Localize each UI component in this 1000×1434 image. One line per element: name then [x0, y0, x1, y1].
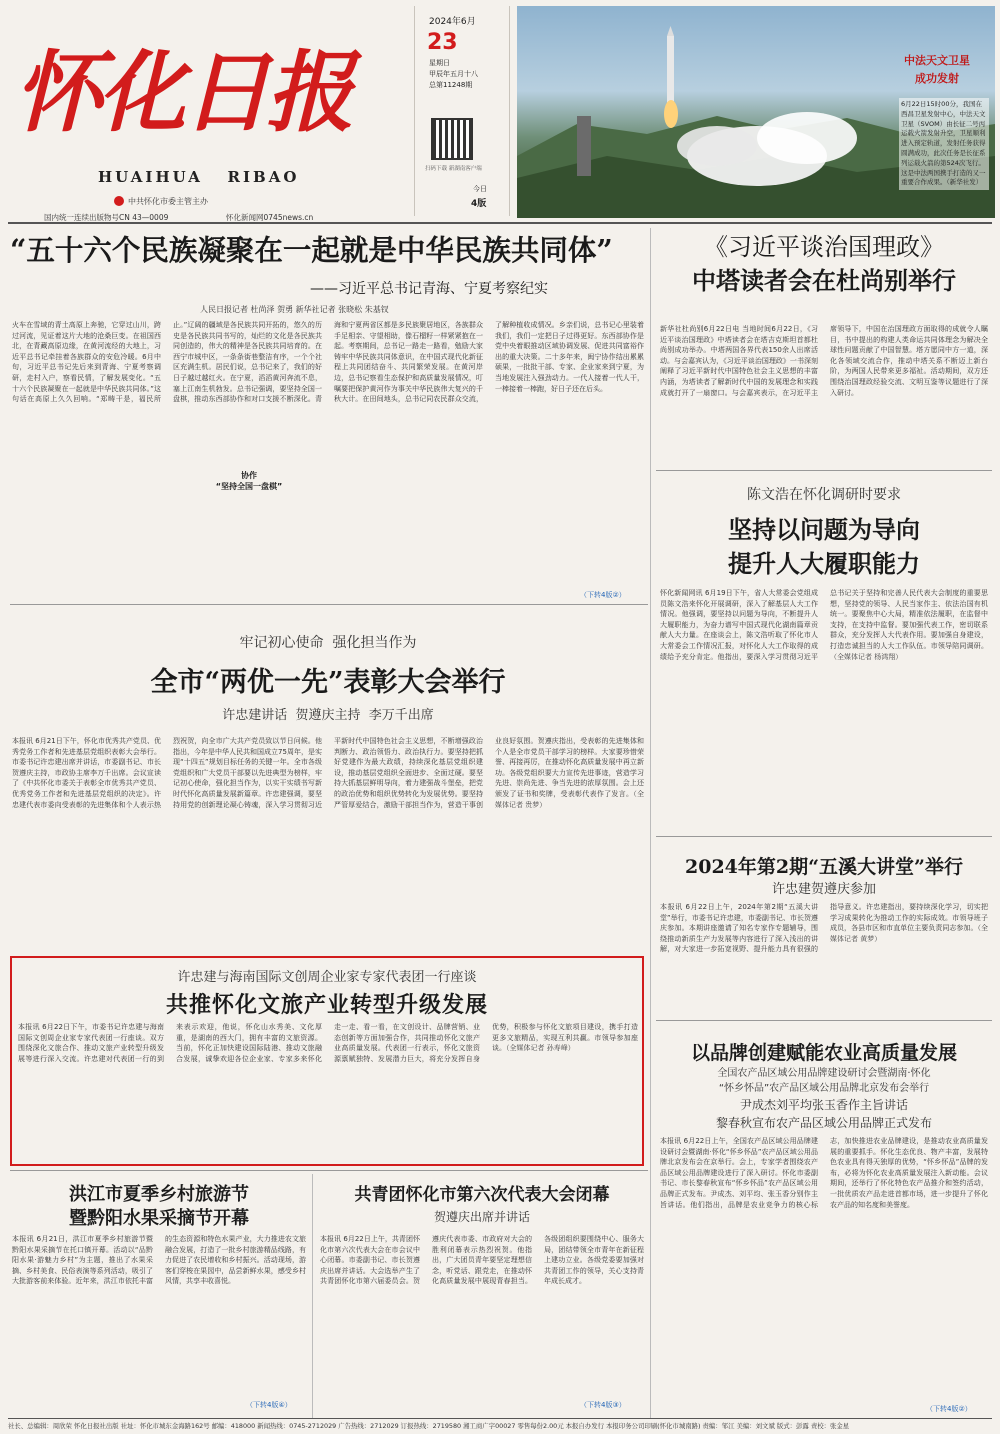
liangyou-kicker: 牢记初心使命 强化担当作为	[239, 635, 417, 651]
wuxi-title: 2024年第2期“五溪大讲堂”举行	[685, 856, 963, 878]
website: 怀化新闻网0745news.cn	[226, 213, 314, 222]
section-heading: 协作	[241, 471, 257, 480]
weekday: 星期日	[429, 59, 450, 67]
brand-continue-link[interactable]: （下转4版②）	[926, 1405, 972, 1413]
liangyou-article[interactable]	[10, 612, 646, 948]
hongjiang-body-text: 本报讯 6月21日，洪江市夏季乡村旅游节暨黔阳水果采摘节在托口镇开幕。活动以“品黔阳水果·游魅力乡村”为主题，推出了水果采摘、乡村美食、民俗表演等系列活动，吸引了大批游客前来体验。近年来，洪江市依托丰富的生态资源和特色水果产业，大力推进农文旅融合发展，打造了一批乡村旅游精品线路，有力促进了农民增收和乡村振兴。活动现场，游客们穿梭在果园中，品尝新鲜水果，感受乡村风情，共享丰收喜悦。	[12, 1235, 306, 1286]
chen-wenhao-article[interactable]	[656, 476, 992, 836]
date-box	[414, 6, 510, 216]
youth-body	[320, 1234, 644, 1400]
lead-title: “五十六个民族凝聚在一起就是中华民族共同体”	[10, 233, 613, 267]
brand-body	[660, 1136, 988, 1400]
culture-credit: （全媒体记者 孙寿峰）	[506, 1044, 575, 1053]
youth-continue-link[interactable]: （下转4版③）	[580, 1401, 626, 1409]
brand-sub1: 全国农产品区域公用品牌建设研讨会暨湖南·怀化	[717, 1068, 931, 1079]
serial-number: 国内统一连续出版物号CN 43—0009	[44, 213, 169, 222]
lead-byline: 人民日报记者 杜尚泽 贺勇 新华社记者 张晓松 朱基钗	[200, 305, 389, 314]
wuxi-body-text: 本报讯 6月22日上午，2024年第2期“五溪大讲堂”举行，市委书记许忠建，市委副书记、市长贺遵庆参加。本期讲座邀请了知名专家作专题辅导，围绕推动新质生产力发展等内容进行了深入浅出的讲解，对大家进一步拓宽视野、提升能力具有很强的指导意义。许忠建指出，要持续深化学习，切实把学习成果转化为推动工作的实际成效。市领导班子成员，各县市区和市直单位主要负责同志参加。	[660, 903, 988, 954]
liangyou-body-text: 本报讯 6月21日下午，怀化市优秀共产党员、优秀党务工作者和先进基层党组织表彰大会举行。市委书记许忠建出席并讲话，市委副书记、市长贺遵庆主持，市政协主席李万千出席。会议宣读了《中共怀化市委关于表彰全市优秀共产党员、优秀党务工作者和先进基层党组织的决定》。许忠建代表市委向受表彰的先进集体和个人表示热烈祝贺，向全市广大共产党员致以节日问候。他指出，今年是中华人民共和国成立75周年，是实现“十四五”规划目标任务的关键一年。全市各级党组织和广大党员干部要以先进典型为榜样，牢记初心使命，强化担当作为，以实干实绩书写新时代怀化高质量发展新篇章。许忠建强调，要坚持用党的创新理论凝心铸魂，深入学习贯彻习近平新时代中国特色社会主义思想，不断增强政治判断力、政治领悟力、政治执行力。要坚持把抓好党建作为最大政绩，持续深化基层党组织建设，推动基层党组织全面进步、全面过硬。要坚持大抓基层鲜明导向，着力建强战斗堡垒，把党的政治优势和组织优势转化为发展优势。要坚持严管厚爱结合，激励干部担当作为，营造干事创业良好氛围。贺遵庆指出，受表彰的先进集体和个人是全市党员干部学习的榜样。大家要珍惜荣誉、再接再厉，在推动怀化高质量发展中再立新功。各级党组织要大力宣传先进事迹，营造学习先进、崇尚先进、争当先进的浓厚氛围。会上还颁发了证书和奖牌，受表彰代表作了发言。	[12, 737, 644, 809]
chen-body	[660, 588, 988, 824]
xi-book-title-2: 中塔读者会在杜尚别举行	[692, 266, 956, 295]
xi-book-body-text: 新华社杜尚别6月22日电 当地时间6月22日，《习近平谈治国理政》中塔读者会在塔吉克斯坦首都杜尚别成功举办。中塔两国各界代表150余人出席活动。与会嘉宾认为，《习近平谈治国理政》一书深刻阐释了习近平新时代中国特色社会主义思想的丰富内涵，为塔读者了解新时代中国的发展理念和实践成就打开了一扇窗口。与会嘉宾表示，在习近平主席领导下，中国在治国理政方面取得的成就令人瞩目，书中提出的构建人类命运共同体理念为解决全球性问题贡献了中国智慧。塔方愿同中方一道，深化各领域交流合作，推动中塔关系不断迈上新台阶，为两国人民带来更多福祉。活动期间，双方还围绕治国理政经验交流、文明互鉴等议题进行了深入研讨。	[660, 325, 988, 397]
chen-credit: （全媒体记者 杨鸿翔）	[830, 652, 903, 661]
culture-kicker: 许忠建与海南国际文创周企业家专家代表团一行座谈	[177, 970, 477, 985]
culture-tourism-article[interactable]	[10, 956, 644, 1166]
youth-body-text: 本报讯 6月22日上午，共青团怀化市第六次代表大会在市会议中心闭幕。市委副书记、市长贺遵庆出席并讲话。大会选举产生了共青团怀化市第六届委员会。贺遵庆代表市委、市政府对大会的胜利闭幕表示热烈祝贺。他指出，广大团员青年要坚定理想信念，听党话、跟党走，在推动怀化高质量发展中展现青春担当。各级团组织要围绕中心、服务大局，团结带领全市青年在新征程上建功立业。各级党委要加强对共青团工作的领导，关心支持青年成长成才。	[320, 1235, 644, 1286]
photo-title-line1: 中法天文卫星	[904, 54, 970, 67]
date-year-month: 2024年6月	[429, 17, 476, 27]
culture-title: 共推怀化文旅产业转型升级发展	[165, 992, 488, 1018]
footer-imprint: 社长、总编辑：周欣荣 怀化日报社出版 社址：怀化市城东金海路162号 邮编：418000 新闻热线：0745-2712029 广告热线：2712029 订报热线：2719580 湘工商广字00027 零售每份2.00元 本报自办发行 本报印务公司印刷(怀化市城南路) 责编：邹江 美编：刘文斌 版式：彭露 责校：张金星	[8, 1422, 850, 1430]
lead-subtitle: ——习近平总书记青海、宁夏考察纪实	[310, 281, 548, 297]
lead-article[interactable]	[10, 228, 646, 600]
lead-section-heading	[176, 470, 322, 492]
rocket-launch-photo	[517, 6, 995, 218]
brand-article[interactable]	[656, 1026, 992, 1418]
lead-continue-link[interactable]: （下转4版②）	[580, 591, 626, 599]
chen-title-1: 坚持以问题为导向	[728, 515, 920, 544]
pages-label: 今日	[473, 185, 487, 193]
brand-sub3: 尹成杰刘平均张玉香作主旨讲话	[739, 1098, 908, 1112]
liangyou-title: 全市“两优一先”表彰大会举行	[150, 667, 506, 698]
xi-book-title-1: 《习近平谈治国理政》	[704, 233, 944, 261]
hongjiang-title-2: 暨黔阳水果采摘节开幕	[69, 1208, 249, 1229]
brand-body-text: 本报讯 6月22日上午，全国农产品区域公用品牌建设研讨会暨湖南·怀化“怀乡怀品”农产品区域公用品牌北京发布会在京举行。会上，专家学者围绕农产品区域公用品牌建设进行了深入研讨。怀化市委副书记、市长黎春秋宣布“怀乡怀品”农产品区域公用品牌正式发布。尹成杰、刘平均、张玉香分别作主旨讲话。他们指出，品牌是农业竞争力的核心标志，加快推进农业品牌建设，是推动农业高质量发展的重要抓手。怀化生态优良、物产丰富，发展特色农业具有得天独厚的优势，“怀乡怀品”品牌的发布，必将为怀化农业高质量发展注入新动能。会议期间，还举行了怀化特色农产品推介和签约活动，一批优质农产品走进首都市场，进一步提升了怀化农产品的知名度和美誉度。	[660, 1137, 988, 1209]
wuxi-article[interactable]	[656, 840, 992, 1020]
chen-kicker: 陈文浩在怀化调研时要求	[747, 487, 901, 503]
photo-caption-text: 6月22日15时00分，我国在西昌卫星发射中心，中法天文卫星（SVOM）由长征二号丙运载火箭发射升空，卫星顺利进入预定轨道，发射任务获得圆满成功，此次任务是长征系列运载火箭的第524次飞行。这是中法两国携手打造的又一重要合作成果。	[901, 100, 986, 187]
hongjiang-article[interactable]	[10, 1174, 308, 1418]
masthead	[10, 8, 410, 223]
section-quote: “坚持全国一盘棋”	[215, 482, 283, 491]
liangyou-subtitle: 许忠建讲话 贺遵庆主持 李万千出席	[222, 708, 434, 723]
lunar-date: 甲辰年五月十八	[429, 70, 478, 78]
lead-body-text: 火车在雪域的青土高原上奔驰，它穿过山川，跨过河流，见证着这片大地的沧桑巨变。在祖国西北，在青藏高原边缘，在黄河流经的大地上，习近平总书记牵挂着各族群众的安危冷暖。6月中旬，习近平总书记先后来到青海、宁夏考察调研，走村入户，察看民情，了解发展变化。“五十六个民族凝聚在一起就是中华民族共同体。”这句话在高原上久久回响。“郑畴干是，福民所止。”辽阔的疆域是各民族共同开拓的，悠久的历史是各民族共同书写的，灿烂的文化是各民族共同创造的，伟大的精神是各民族共同培育的。在西宁市城中区，一条条街巷整洁有序，一个个社区充满生机。居民们说，总书记来了，我们的好日子越过越红火。在宁夏，滔滔黄河奔流不息，塞上江南生机勃发。总书记强调，要坚持全国一盘棋，推动东西部协作和对口支援不断深化。青海和宁夏两省区都是多民族聚居地区，各族群众手足相亲、守望相助，像石榴籽一样紧紧抱在一起。考察期间，总书记一路走一路看，勉励大家铸牢中华民族共同体意识，在中国式现代化新征程上共同团结奋斗、共同繁荣发展。在黄河岸边，总书记察看生态保护和高质量发展情况，叮嘱要把保护黄河作为事关中华民族伟大复兴的千秋大计。在田间地头，总书记同农民群众交流，了解种植收成情况。乡亲们说，总书记心里装着我们，我们一定把日子过得更好。东西部协作是党中央着眼推动区域协调发展、促进共同富裕作出的重大决策。二十多年来，闽宁协作结出累累硕果，一批批干部、专家、企业家来到宁夏，为当地发展注入强劲动力。一代人接着一代人干，一棒接着一棒跑，好日子还在后头。	[12, 321, 644, 404]
wuxi-credit: （全媒体记者 黄梦）	[830, 924, 988, 943]
xi-book-article[interactable]	[656, 228, 992, 468]
hongjiang-body	[12, 1234, 306, 1400]
culture-body	[18, 1022, 638, 1160]
liangyou-credit: （全媒体记者 贵梦）	[495, 789, 644, 809]
brand-sub2: “怀乡怀品”农产品区域公用品牌北京发布会举行	[718, 1083, 930, 1094]
date-day: 23	[427, 30, 458, 55]
masthead-pinyin: HUAIHUA RIBAO	[98, 168, 300, 186]
liangyou-body	[12, 736, 644, 942]
qr-code[interactable]	[431, 118, 473, 160]
youth-title: 共青团怀化市第六次代表大会闭幕	[354, 1185, 610, 1205]
youth-league-article[interactable]	[318, 1174, 646, 1418]
lead-body	[12, 320, 644, 592]
brand-title: 以品牌创建赋能农业高质量发展	[690, 1042, 957, 1064]
issue-number: 总第11248期	[429, 81, 473, 89]
brand-sub4: 黎春秋宣布农产品区域公用品牌正式发布	[715, 1116, 932, 1130]
chen-body-text: 怀化新闻网讯 6月19日下午，省人大常委会党组成员陈文浩来怀化开展调研，深入了解基层人大工作情况。他强调，要坚持以问题为导向，不断提升人大履职能力，为奋力谱写中国式现代化湖南篇章贡献人大力量。在座谈会上，陈文浩听取了怀化市人大常委会工作情况汇报，对怀化人大工作取得的成绩给予充分肯定。他指出，要深入学习贯彻习近平总书记关于坚持和完善人民代表大会制度的重要思想，坚持党的领导、人民当家作主、依法治国有机统一。要聚焦中心大局，精准依法履职，在监督中支持，在支持中监督。要加强代表工作，密切联系群众，充分发挥人大代表作用。要加强自身建设，打造忠诚担当的人大工作队伍。市领导陪同调研。	[660, 589, 988, 661]
chen-title-2: 提升人大履职能力	[728, 549, 920, 578]
qr-caption: 扫码下载 新湖南客户端	[425, 166, 482, 172]
culture-body-text: 本报讯 6月22日下午，市委书记许忠建与海南国际文创周企业家专家代表团一行座谈。双方围绕深化文旅合作、推动文旅产业转型升级发展等进行深入交流。许忠建对代表团一行的到来表示欢迎，他说，怀化山水秀美、文化厚重，是湖南的西大门，拥有丰富的文旅资源。当前，怀化正加快建设国际陆港、推动文旅融合发展，诚挚欢迎各位企业家、专家多来怀化走一走、看一看，在文创设计、品牌营销、业态创新等方面加强合作，共同推动怀化文旅产业高质量发展。代表团一行表示，怀化文旅资源禀赋独特、发展潜力巨大，将充分发挥自身优势，积极参与怀化文旅项目建设，携手打造更多文旅精品，实现互利共赢。市领导参加座谈。	[18, 1023, 638, 1063]
wuxi-subtitle: 许忠建贺遵庆参加	[771, 882, 876, 897]
photo-caption	[899, 98, 989, 190]
xi-book-body	[660, 324, 988, 464]
masthead-logo: 怀化日报	[14, 40, 351, 144]
youth-subtitle: 贺遵庆出席并讲话	[433, 1210, 530, 1224]
photo-news-title	[887, 52, 987, 86]
photo-title-line2: 成功发射	[915, 72, 959, 85]
photo-credit: （新华社发）	[946, 178, 983, 187]
wuxi-body	[660, 902, 988, 1012]
pages-value: 4版	[471, 199, 487, 209]
publisher-line: 中共怀化市委主管主办	[128, 197, 208, 206]
hongjiang-title-1: 洪江市夏季乡村旅游节	[69, 1184, 249, 1205]
publisher-logo-icon	[114, 196, 124, 206]
hongjiang-continue-link[interactable]: （下转4版④）	[246, 1401, 292, 1409]
